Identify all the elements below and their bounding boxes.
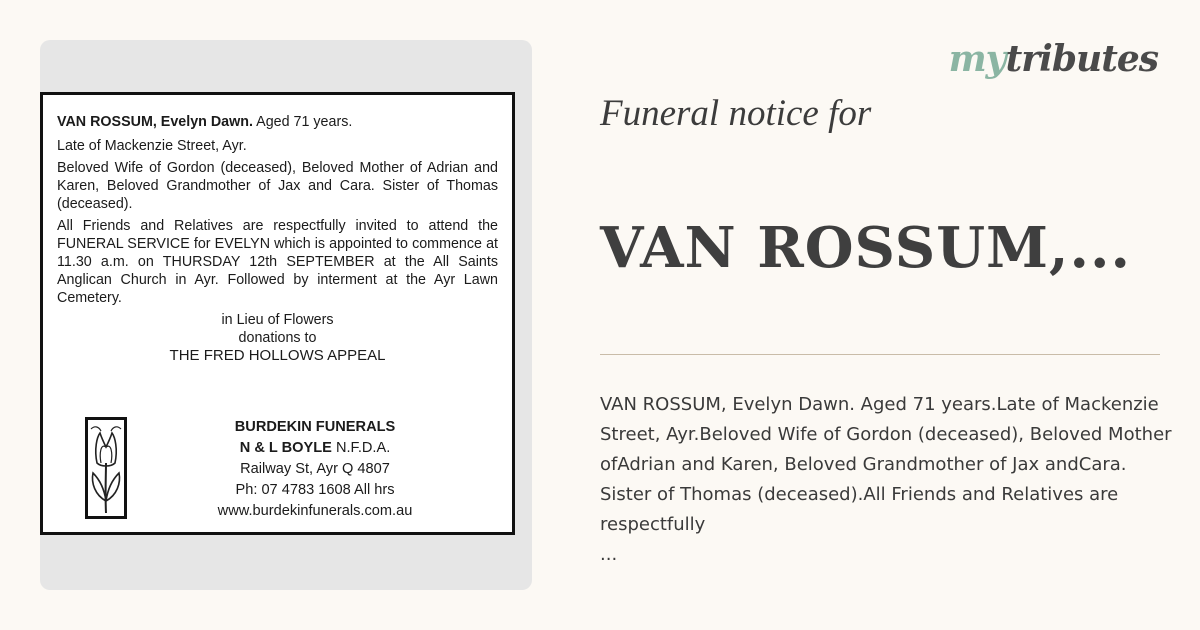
mytributes-logo[interactable] <box>949 38 1158 80</box>
brand-name: tributes <box>1005 38 1158 80</box>
funeral-home-address: Railway St, Ayr Q 4807 <box>240 461 390 477</box>
funeral-home-name: BURDEKIN FUNERALS <box>234 419 396 435</box>
page-subtitle: Funeral notice for <box>600 93 872 134</box>
funeral-home-footer <box>85 417 465 527</box>
notice-excerpt-text: VAN ROSSUM, Evelyn Dawn. Aged 71 years.Late of Mackenzie Street, Ayr.Beloved Wife of Gordon (deceased), Beloved Mother ofAdrian and Karen, Beloved Grandmother of Jax andCara. Sister of Thomas (deceased).All Friends and Relatives are respectfully <box>600 394 1172 535</box>
notice-family: Beloved Wife of Gordon (deceased), Beloved Mother of Adrian and Karen, Beloved Grandmother of Jax and Cara. Sister of Thomas (deceased). <box>57 160 498 212</box>
funeral-home-details <box>165 417 465 522</box>
funeral-home-phone: Ph: 07 4783 1608 All hrs <box>235 482 395 498</box>
notice-deceased-name: VAN ROSSUM, Evelyn Dawn. <box>57 114 253 130</box>
brand-prefix: my <box>948 38 1006 80</box>
notice-age: Aged 71 years. <box>252 114 353 130</box>
funeral-home-credential: N.F.D.A. <box>331 440 391 456</box>
notice-donations: donations to <box>238 330 317 346</box>
notice-appeal: THE FRED HOLLOWS APPEAL <box>169 347 386 364</box>
funeral-notice-clipping <box>40 92 515 535</box>
tulip-logo-icon <box>85 417 127 519</box>
deceased-name-heading: VAN ROSSUM,... <box>600 215 1132 281</box>
funeral-home-owners: N & L BOYLE <box>239 440 332 456</box>
notice-residence: Late of Mackenzie Street, Ayr. <box>57 138 247 154</box>
notice-heading <box>57 113 498 131</box>
notice-excerpt <box>600 390 1175 570</box>
divider <box>600 354 1160 355</box>
funeral-home-owners-line <box>165 438 465 459</box>
notice-excerpt-ellipsis: ... <box>600 544 618 565</box>
notice-service-details: All Friends and Relatives are respectfully invited to attend the FUNERAL SERVICE for EVELYN which is appointed to commence at 11.30 a.m. on THURSDAY 12th SEPTEMBER at the All Saints Anglican Church in Ayr. Followed by interment at the Ayr Lawn Cemetery. <box>57 218 498 306</box>
funeral-home-website: www.burdekinfunerals.com.au <box>217 503 413 519</box>
notice-in-lieu: in Lieu of Flowers <box>221 312 334 328</box>
